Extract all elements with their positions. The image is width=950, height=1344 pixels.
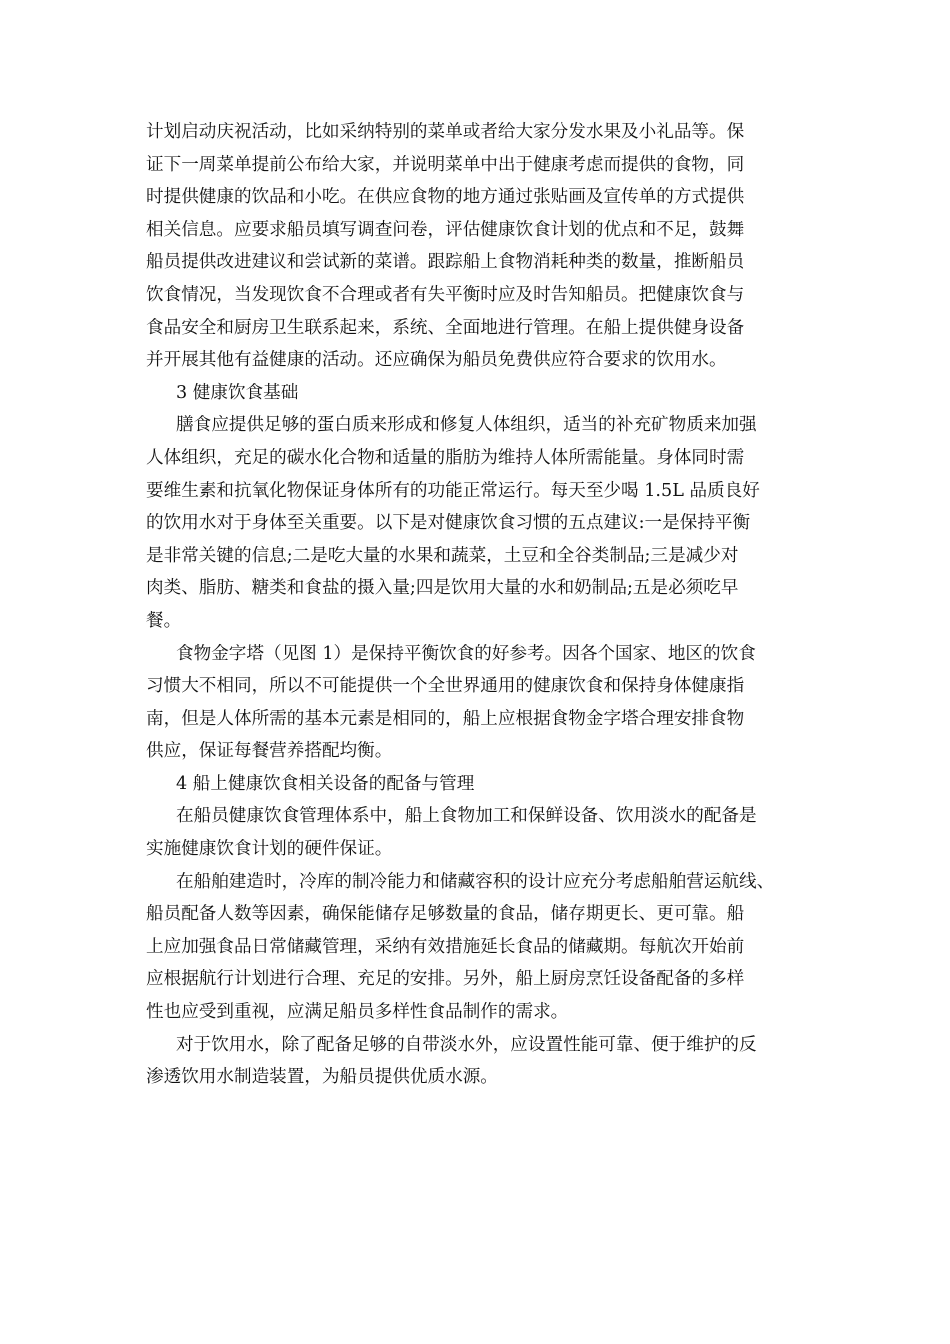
text-line: 的饮用水对于身体至关重要。以下是对健康饮食习惯的五点建议:一是保持平衡: [146, 513, 751, 534]
text-line: 在船员健康饮食管理体系中，船上食物加工和保鲜设备、饮用淡水的配备是: [176, 806, 757, 827]
text-line: 人体组织，充足的碳水化合物和适量的脂肪为维持人体所需能量。身体同时需: [146, 447, 745, 468]
text-line: 是非常关键的信息;二是吃大量的水果和蔬菜，土豆和全谷类制品;三是减少对: [146, 545, 739, 566]
text-line: 性也应受到重视，应满足船员多样性食品制作的需求。: [146, 1002, 569, 1023]
text-line: 肉类、脂肪、糖类和食盐的摄入量;四是饮用大量的水和奶制品;五是必须吃早: [146, 578, 739, 599]
text-line: 并开展其他有益健康的活动。还应确保为船员免费供应符合要求的饮用水。: [146, 350, 727, 371]
text-line: 船员提供改进建议和尝试新的菜谱。跟踪船上食物消耗种类的数量，推断船员: [146, 252, 745, 273]
text-line: 供应，保证每餐营养搭配均衡。: [146, 741, 393, 762]
text-line: 食物金字塔（见图 1）是保持平衡饮食的好参考。因各个国家、地区的饮食: [176, 643, 756, 664]
text-line: 计划启动庆祝活动，比如采纳特别的菜单或者给大家分发水果及小礼品等。保: [146, 122, 745, 142]
section-heading: 4 船上健康饮食相关设备的配备与管理: [176, 773, 475, 794]
text-line: 要维生素和抗氧化物保证身体所有的功能正常运行。每天至少喝 1.5L 品质良好: [146, 480, 760, 501]
text-line: 上应加强食品日常储藏管理，采纳有效措施延长食品的储藏期。每航次开始前: [146, 936, 745, 957]
text-line: 相关信息。应要求船员填写调查问卷，评估健康饮食计划的优点和不足，鼓舞: [146, 219, 745, 240]
text-line: 对于饮用水，除了配备足够的自带淡水外，应设置性能可靠、便于维护的反: [176, 1034, 757, 1055]
text-line: 饮食情况，当发现饮食不合理或者有失平衡时应及时告知船员。把健康饮食与: [146, 284, 745, 305]
document-body: [146, 116, 812, 1094]
text-line: 船员配备人数等因素，确保能储存足够数量的食品，储存期更长、更可靠。船: [146, 904, 745, 925]
text-line: 在船舶建造时，冷库的制冷能力和储藏容积的设计应充分考虑船舶营运航线、: [176, 871, 775, 892]
text-line: 证下一周菜单提前公布给大家，并说明菜单中出于健康考虑而提供的食物，同: [146, 154, 745, 175]
text-line: 食品安全和厨房卫生联系起来，系统、全面地进行管理。在船上提供健身设备: [146, 317, 745, 338]
text-line: 膳食应提供足够的蛋白质来形成和修复人体组织，适当的补充矿物质来加强: [176, 415, 757, 436]
text-line: 南，但是人体所需的基本元素是相同的，船上应根据食物金字塔合理安排食物: [146, 708, 745, 729]
text-line: 实施健康饮食计划的硬件保证。: [146, 839, 393, 860]
text-line: 习惯大不相同，所以不可能提供一个全世界通用的健康饮食和保持身体健康指: [146, 676, 745, 697]
text-line: 时提供健康的饮品和小吃。在供应食物的地方通过张贴画及宣传单的方式提供: [146, 187, 745, 208]
text-line: 应根据航行计划进行合理、充足的安排。另外，船上厨房烹饪设备配备的多样: [146, 969, 745, 990]
text-line: 餐。: [146, 610, 182, 631]
text-line: 渗透饮用水制造装置，为船员提供优质水源。: [146, 1067, 498, 1088]
section-heading: 3 健康饮食基础: [176, 382, 299, 403]
